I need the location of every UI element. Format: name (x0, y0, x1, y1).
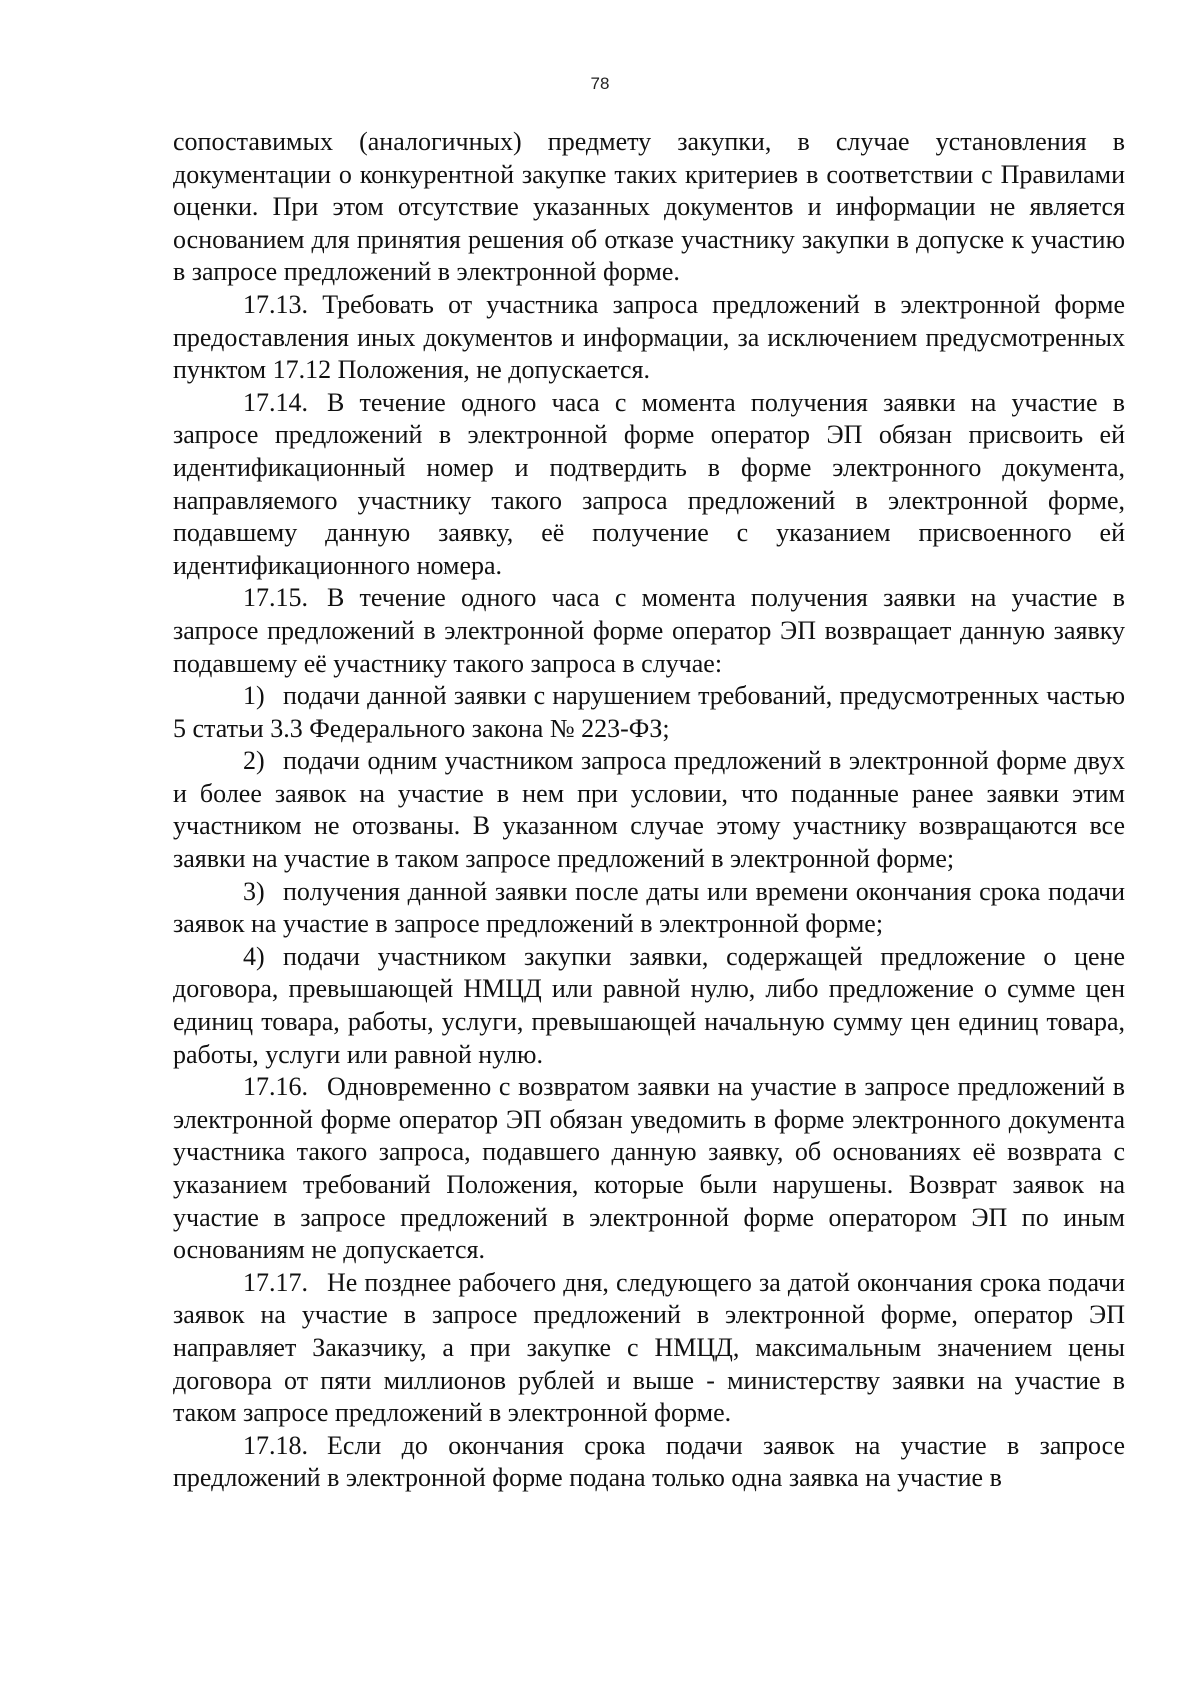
paragraph-number: 17.13. (243, 289, 308, 319)
paragraph-text: Требовать от участника запроса предложений в электронной форме предоставления иных документов и информации, за исключением предусмотренных пунктом 17.12 Положения, не допускается. (173, 289, 1126, 385)
list-item-number: 1) (243, 681, 265, 711)
page-number: 78 (590, 74, 610, 93)
list-item-2 (173, 745, 1125, 875)
paragraph-17-18 (173, 1430, 1125, 1495)
list-item-3 (173, 876, 1125, 941)
paragraph-number: 17.18. (243, 1430, 308, 1460)
list-item-number: 2) (243, 746, 265, 776)
paragraph-17-13 (173, 289, 1125, 387)
paragraph-text: сопоставимых (аналогичных) предмету закупки, в случае установления в документации о конкурентной закупке таких критериев в соответствии с Правилами оценки. При этом отсутствие указанных документов и информации не является основанием для принятия решения об отказе участнику закупки в допуске к участию в запросе предложений в электронной форме. (173, 127, 1125, 287)
paragraph-17-16 (173, 1071, 1125, 1267)
list-item-number: 3) (243, 876, 265, 906)
paragraph-text: В течение одного часа с момента получения заявки на участие в запросе предложений в электронной форме оператор ЭП возвращает данную заявку подавшему её участнику такого запроса в случае: (173, 583, 1125, 678)
paragraph-number: 17.15. (243, 583, 308, 613)
paragraph-text: В течение одного часа с момента получения заявки на участие в запросе предложений в электронной форме оператор ЭП обязан присвоить ей идентификационный номер и подтвердить в форме электронного документа, направляемого участнику такого запроса предложений в электронной форме, подавшему данную заявку, её получение с указанием присвоенного ей идентификационного номера. (173, 387, 1125, 580)
document-body (173, 126, 1125, 1495)
list-item-4 (173, 941, 1125, 1071)
paragraph-text: Если до окончания срока подачи заявок на участие в запросе предложений в электронной форме подана только одна заявка на участие в (173, 1430, 1125, 1493)
list-item-1 (173, 680, 1125, 745)
paragraph-number: 17.16. (243, 1072, 308, 1102)
paragraph-17-14 (173, 387, 1125, 583)
paragraph-text: Не позднее рабочего дня, следующего за датой окончания срока подачи заявок на участие в запросе предложений в электронной форме, оператор ЭП направляет Заказчику, а при закупке с НМЦД, максимальным значением цены договора от пяти миллионов рублей и выше - министерству заявки на участие в таком запросе предложений в электронной форме. (173, 1267, 1125, 1428)
paragraph-17-17 (173, 1267, 1125, 1430)
list-item-text: подачи данной заявки с нарушением требований, предусмотренных частью 5 статьи 3.3 Федерального закона № 223-ФЗ; (173, 681, 1125, 743)
paragraph-number: 17.17. (243, 1267, 308, 1297)
paragraph-number: 17.14. (243, 387, 308, 417)
paragraph-continuation (173, 126, 1125, 289)
list-item-text: получения данной заявки после даты или времени окончания срока подачи заявок на участие в запросе предложений в электронной форме; (173, 876, 1125, 939)
list-item-text: подачи одним участником запроса предложений в электронной форме двух и более заявок на участие в нем при условии, что поданные ранее заявки этим участником не отозваны. В указанном случае этому участнику возвращаются все заявки на участие в таком запросе предложений в электронной форме; (173, 746, 1125, 874)
list-item-text: подачи участником закупки заявки, содержащей предложение о цене договора, превышающей НМЦД или равной нулю, либо предложение о сумме цен единиц товара, работы, услуги, превышающей начальную сумму цен единиц товара, работы, услуги или равной нулю. (173, 941, 1125, 1069)
list-item-number: 4) (243, 941, 265, 971)
paragraph-text: Одновременно с возвратом заявки на участие в запросе предложений в электронной форме оператор ЭП обязан уведомить в форме электронного документа участника такого запроса, подавшего данную заявку, об основаниях её возврата с указанием требований Положения, которые были нарушены. Возврат заявок на участие в запросе предложений в электронной форме оператором ЭП по иным основаниям не допускается. (173, 1072, 1125, 1265)
paragraph-17-15 (173, 582, 1125, 680)
